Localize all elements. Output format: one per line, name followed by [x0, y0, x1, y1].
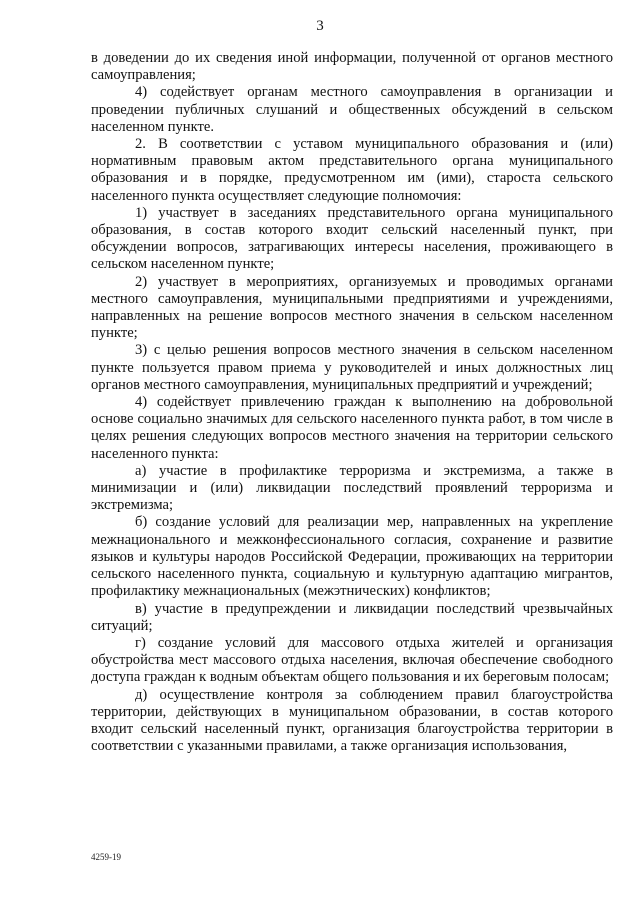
document-body — [91, 50, 613, 755]
paragraph-subitem-v: в) участие в предупреждении и ликвидации последствий чрезвычайных ситуаций; — [91, 600, 613, 634]
paragraph-item-3: 3) с целью решения вопросов местного значения в сельском населенном пункте пользуется правом приема у руководителей и иных должностных лиц органов местного самоуправления, муниципальных предприятий и учреждений; — [91, 342, 613, 393]
paragraph-section-2: 2. В соответствии с уставом муниципального образования и (или) нормативным правовым актом представительного органа муниципального образования и в порядке, предусмотренном им (ими), староста сельского населенного пункта осуществляет следующие полномочия: — [91, 136, 613, 204]
paragraph-subitem-a: а) участие в профилактике терроризма и экстремизма, а также в минимизации и (или) ликвидации последствий проявлений терроризма и экстремизма; — [91, 462, 613, 514]
page-number: 3 — [316, 18, 324, 34]
paragraph-item-1: 1) участвует в заседаниях представительного органа муниципального образования, в состав которого входит сельский населенный пункт, при обсуждении вопросов, затрагивающих интересы населения, проживающего в сельском населенном пункте; — [91, 204, 613, 273]
paragraph-item-4: 4) содействует привлечению граждан к выполнению на добровольной основе социально значимых для сельского населенного пункта работ, в том числе в целях решения следующих вопросов местного значения на территории сельского населенного пункта: — [91, 394, 613, 462]
paragraph-subitem-g: г) создание условий для массового отдыха жителей и организация обустройства мест массового отдыха населения, включая обеспечение свободного доступа граждан к водным объектам общего пользования и их береговым полосам; — [91, 634, 613, 686]
paragraph-continuation: в доведении до их сведения иной информации, полученной от органов местного самоуправления; — [91, 50, 613, 84]
paragraph-item-4-public-hearings: 4) содействует органам местного самоуправления в организации и проведении публичных слушаний и общественных обсуждений в сельском населенном пункте. — [91, 84, 613, 135]
paragraph-subitem-d: д) осуществление контроля за соблюдением правил благоустройства территории, действующих в муниципальном образовании, в состав которого входит сельский населенный пункт, организация благоустройства территории в соответствии с указанными правилами, а также организация использования, — [91, 686, 613, 755]
document-code: 4259-19 — [91, 852, 121, 862]
paragraph-subitem-b: б) создание условий для реализации мер, направленных на укрепление межнационального и межконфессионального согласия, сохранение и развитие языков и культуры народов Российской Федерации, проживающих на территории сельского населенного пункта, социальную и культурную адаптацию мигрантов, профилактику межнациональных (межэтнических) конфликтов; — [91, 514, 613, 600]
paragraph-item-2: 2) участвует в мероприятиях, организуемых и проводимых органами местного самоуправления, муниципальными предприятиями и учреждениями, направленных на решение вопросов местного значения в сельском населенном пункте; — [91, 273, 613, 342]
